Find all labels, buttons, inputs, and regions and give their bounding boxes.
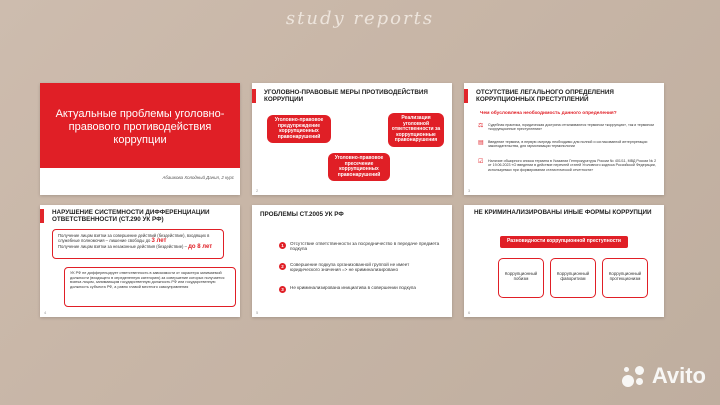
page-number: 5 [256, 310, 259, 315]
prevention-pill: Уголовно-правовое предупреждение коррупционных правонарушений [267, 115, 331, 143]
slide-3-question: Чем обусловлена необходимость данного определения? [480, 111, 617, 116]
suppression-pill: Уголовно-правовое пресечение коррупционных правонарушений [328, 153, 390, 181]
slide-1-title: Актуальные проблемы уголовно-правового противодействия коррупции [55, 108, 225, 146]
bribe-box-1: Получение лицом взятки за совершение действий (бездействие), входящих в служебные полномочия – лишение свободы до 3 лет Получение лицом взятки за незаконные действия (бездействие) – до 8 лет [52, 229, 224, 259]
avito-watermark: Avito [622, 363, 706, 389]
slide-5-title: ПРОБЛЕМЫ СТ.2005 УК РФ [260, 211, 344, 218]
title-accent-bar [40, 209, 44, 223]
page-number: 2 [256, 188, 259, 193]
responsibility-pill: Реализация уголовной ответственности за коррупционные правонарушения [388, 113, 444, 147]
title-banner [40, 83, 240, 168]
page-number: 4 [44, 310, 47, 315]
slide-4-title: НАРУШЕНИЕ СИСТЕМНОСТИ ДИФФЕРЕНЦИАЦИИ ОТВЕТСТВЕННОСТИ (СТ.290 УК РФ) [52, 209, 210, 224]
corruption-type-box: Коррупционный побизм [498, 258, 544, 298]
list-item: ⚖ Судебная практика, юридическая доктрина отталкиваются термином «коррупция», так и термином «коррупционные преступления» [478, 123, 654, 132]
number-badge: 3 [279, 286, 286, 293]
slide-2[interactable] [252, 83, 452, 195]
slide-6[interactable] [464, 205, 664, 317]
list-item: ☑ Наличие обширного списка термина в Указании Генпрокуратуры России № 401/11, МВД России № 2 от 19.06.2023 «О введении в действие перечней статей Уголовного кодекса Российской Федерации, используемых при формировании статистической отчетности» [478, 159, 657, 172]
corruption-type-box: Коррупционный фаворитизм [550, 258, 596, 298]
types-header: Разновидности коррупционной преступности [500, 236, 628, 248]
slide-3-title: ОТСУТСТВИЕ ЛЕГАЛЬНОГО ОПРЕДЕЛЕНИЯ КОРРУПЦИОННЫХ ПРЕСТУПЛЕНИЙ [476, 89, 614, 104]
page-number: 6 [468, 310, 471, 315]
list-item: ▤ Введение термина, в первую очередь необходимо для полной и согласованной интерпретации законодательства, для гармонизации терминологии [478, 140, 648, 149]
slide-1[interactable] [40, 83, 240, 195]
avito-logo-icon [622, 366, 648, 388]
number-badge: 1 [279, 242, 286, 249]
slide-5[interactable] [252, 205, 452, 317]
list-item: Отсутствие ответственности за посредничество в передаче предмета подкупа [290, 241, 440, 252]
title-accent-bar [252, 89, 256, 103]
court-icon: ⚖ [478, 123, 484, 129]
list-item: Не криминализирована инициатива в совершении подкупа [290, 285, 416, 290]
list-item: Совершение подкупа организованной группой не имеет юридического значения => не криминализировано [290, 262, 410, 273]
slide-3[interactable] [464, 83, 664, 195]
slide-4[interactable] [40, 205, 240, 317]
page-number: 3 [468, 188, 471, 193]
brand-watermark: study reports [285, 8, 435, 29]
bribe-box-2: УК РФ не дифференцирует ответственность в зависимости от характера занимаемой должности (входящего в определенную категорию) за совершение которых получается взятка лицом, занимающим государственную должность РФ или государственную должность субъекта РФ, а равно главой местного самоуправления [64, 267, 236, 307]
title-accent-bar [464, 89, 468, 103]
checklist-icon: ☑ [478, 159, 484, 165]
number-badge: 2 [279, 263, 286, 270]
slide-2-title: УГОЛОВНО-ПРАВОВЫЕ МЕРЫ ПРОТИВОДЕЙСТВИЯ КОРРУПЦИИ [264, 89, 428, 104]
slide-6-title: НЕ КРИМИНАЛИЗИРОВАНЫ ИНЫЕ ФОРМЫ КОРРУПЦИИ [474, 209, 652, 216]
corruption-type-box: Коррупционный протекционизм [602, 258, 648, 298]
slide-1-author: Абашкова Холодный Данил, 2 курс [162, 175, 234, 180]
document-icon: ▤ [478, 140, 484, 146]
